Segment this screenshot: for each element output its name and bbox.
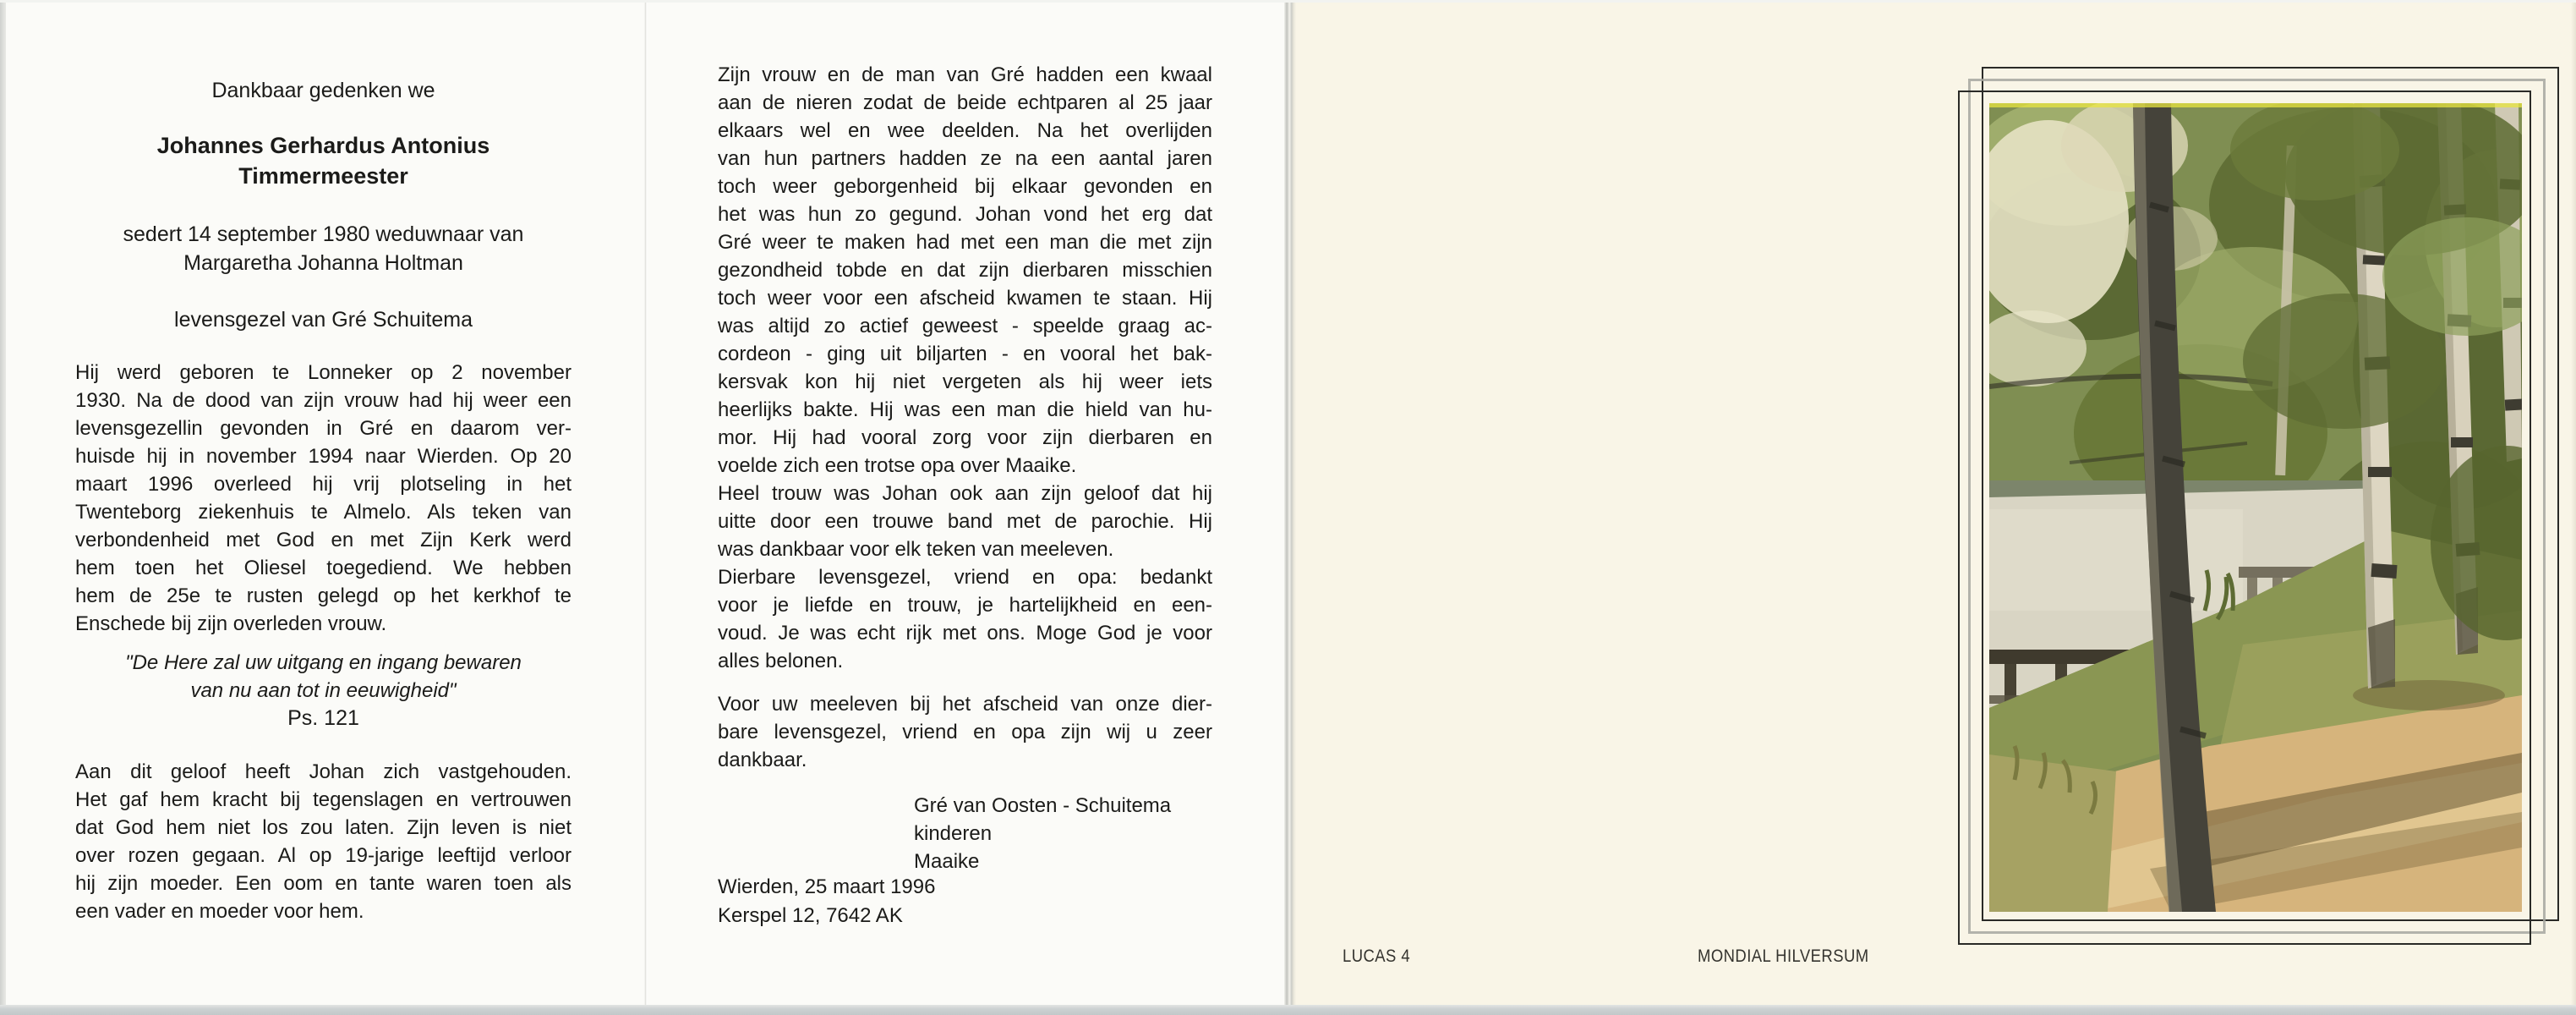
signature-children: kinderen <box>914 822 993 845</box>
printer-imprint-lucas: LUCAS 4 <box>1343 946 1411 966</box>
late-wife-name-line: Margaretha Johanna Holtman <box>183 251 463 275</box>
signature-partner: Gré van Oosten - Schuitema <box>914 794 1172 817</box>
companion-line: levensgezel van Gré Schuitema <box>174 308 473 332</box>
printer-imprint-mondial: MONDIAL HILVERSUM <box>1698 946 1869 966</box>
psalm-quote-line-1: "De Here zal uw uitgang en ingang bewaren <box>125 651 522 674</box>
intro-line: Dankbaar gedenken we <box>211 79 435 102</box>
scan-edge-top <box>0 0 2576 3</box>
psalm-reference: Ps. 121 <box>287 706 359 730</box>
deceased-name-line-1: Johannes Gerhardus Antonius <box>156 133 490 158</box>
address-line: Kerspel 12, 7642 AK <box>718 904 903 927</box>
deceased-name-line-2: Timmermeester <box>238 163 408 189</box>
card-edge-line <box>1284 0 1296 1007</box>
parish-paragraph: Heel trouw was Johan ook aan zijn geloof dat hij uitte door een trouwe band met de parochie. Hij was dankbaar voor elk teken van meeleven. <box>718 482 1212 561</box>
faith-paragraph: Aan dit geloof heeft Johan zich vastgehouden. Het gaf hem kracht bij tegenslagen en vertrouwen dat God hem niet los zou laten. Zijn leven is niet over rozen gegaan. Al op 19-jarige leeftijd verloor hij zijn moeder. Een oom en tante waren toen als een vader en moeder voor hem. <box>75 760 572 923</box>
psalm-quote-line-2: van nu aan tot in eeuwigheid" <box>190 679 457 702</box>
scan-edge-left <box>0 0 6 1015</box>
life-story-paragraph: Zijn vrouw en de man van Gré hadden een kwaal aan de nieren zodat de beide echtparen al 25 jaar elkaars wel en wee deelden. Na het overlijden van hun partners hadden ze na een aantal jaren toch weer geborgenheid bij elkaar gevonden en het was hun zo gegund. Johan vond het erg dat Gré weer te maken had met een man die met zijn gezondheid tobde en dat zijn dierbaren misschien toch weer voor een afscheid kwamen te staan. Hij was altijd zo actief geweest - speelde graag ac- cordeon - ging uit biljarten - en vooral het bak- kersvak kon hij niet vergeten als hij weer iets heerlijks bakte. Hij was een man die hield van hu- mor. Hij had vooral zorg voor zijn dierbaren en voelde zich een trotse opa over Maaike. <box>718 63 1212 477</box>
page-fold-line <box>644 0 648 1005</box>
birch-lake-photo <box>1989 103 2522 912</box>
scan-edge-right <box>2571 0 2576 1015</box>
photo-scan-edge-line <box>1989 103 2522 107</box>
place-date-line: Wierden, 25 maart 1996 <box>718 875 936 898</box>
signature-grandchild: Maaike <box>914 850 980 873</box>
biography-paragraph: Hij werd geboren te Lonneker op 2 november 1930. Na de dood van zijn vrouw had hij weer een levensgezellin gevonden in Gré en daarom ver- huisde hij in november 1994 naar Wierden. Op 20 maart 1996 overleed hij vrij plotseling in het Twenteborg ziekenhuis te Almelo. Als teken van verbondenheid met God en met Zijn Kerk werd hem toen het Oliesel toegediend. We hebben hem de 25e te rusten gelegd op het kerkhof te Enschede bij zijn overleden vrouw. <box>75 361 572 635</box>
farewell-paragraph: Dierbare levensgezel, vriend en opa: bedankt voor je liefde en trouw, je hartelijkheid en een- voud. Je was echt rijk met ons. Moge God je voor alles belonen. <box>718 566 1212 672</box>
photo-frame <box>1958 67 2559 945</box>
photo-foreground-grass <box>1989 754 2116 912</box>
scan-edge-bottom <box>0 1005 2576 1015</box>
widower-line: sedert 14 september 1980 weduwnaar van <box>123 222 524 246</box>
thanks-paragraph: Voor uw meeleven bij het afscheid van onze dier- bare levensgezel, vriend en opa zijn wij u zeer dankbaar. <box>718 693 1212 771</box>
